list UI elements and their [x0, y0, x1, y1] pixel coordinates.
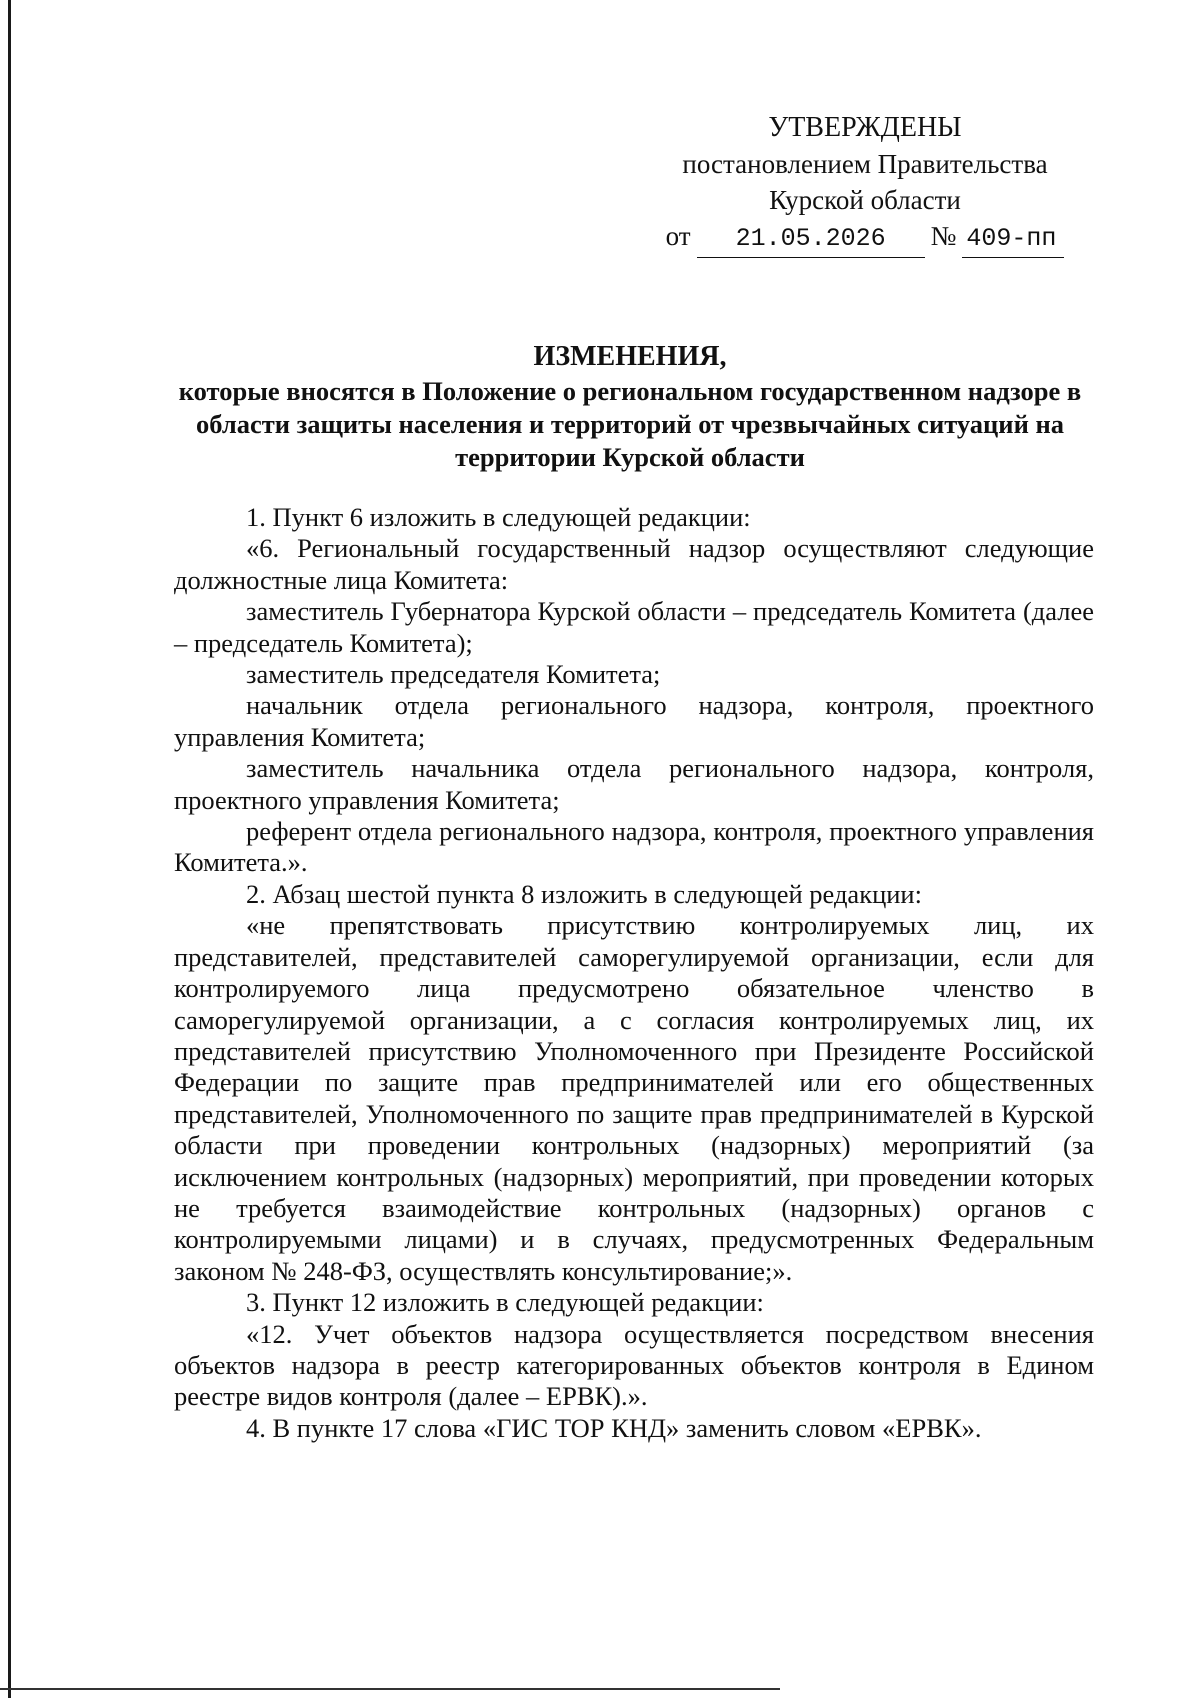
- paragraph: референт отдела регионального надзора, контроля, проектного управления Комитета.».: [174, 816, 1094, 878]
- date-prefix: от: [665, 221, 691, 251]
- paragraph: заместитель Губернатора Курской области – председатель Комитета (далее – председатель Комитета);: [174, 596, 1094, 658]
- approval-line-1: постановлением Правительства: [682, 149, 1048, 179]
- paragraph: заместитель председателя Комитета;: [246, 659, 661, 690]
- paragraph: 3. Пункт 12 изложить в следующей редакции:: [246, 1287, 764, 1318]
- paragraph: 4. В пункте 17 слова «ГИС ТОР КНД» заменить словом «ЕРВК».: [246, 1412, 982, 1443]
- paragraph: заместитель начальника отдела регионального надзора, контроля, проектного управления Комитета;: [174, 753, 1094, 815]
- paragraph: «12. Учет объектов надзора осуществляется посредством внесения объектов надзора в реестр категорированных объектов контроля в Едином реестре видов контроля (далее – ЕРВК).».: [174, 1318, 1094, 1412]
- approval-stamp: УТВЕРЖДЕНЫ: [768, 112, 962, 143]
- approval-line-2: Курской области: [769, 185, 961, 215]
- document-title: [150, 340, 1110, 474]
- paragraph: «не препятствовать присутствию контролируемых лиц, их представителей, представителей саморегулируемой организации, если для контролируемого лица предусмотрено обязательное членство в саморегулируемой организации, а с согласия контролируемых лиц, их представителей присутствию Уполномоченного при Президенте Российской Федерации по защите прав предпринимателей или его общественных представителей, Уполномоченного по защите прав предпринимателей в Курской области при проведении контрольных (надзорных) мероприятий (за исключением контрольных (надзорных) мероприятий, при проведении которых не требуется взаимодействие контрольных (надзорных) органов с контролируемыми лицами) и в случаях, предусмотренных Федеральным законом № 248-ФЗ, осуществлять консультирование;».: [174, 910, 1094, 1286]
- number-prefix: №: [930, 221, 957, 251]
- paragraph: «6. Региональный государственный надзор осуществляют следующие должностные лица Комитета:: [174, 533, 1094, 595]
- title-sub: которые вносятся в Положение о региональном государственном надзоре в области защиты населения и территорий от чрезвычайных ситуаций на территории Курской области: [178, 376, 1082, 472]
- approval-date-line: [640, 218, 1090, 258]
- scan-edge-left: [8, 0, 11, 1698]
- approval-block: [640, 110, 1090, 258]
- document-body: [174, 502, 1094, 1444]
- approval-number: 409-пп: [962, 221, 1064, 258]
- paragraph: начальник отдела регионального надзора, контроля, проектного управления Комитета;: [174, 690, 1094, 752]
- approval-date: 21.05.2026: [697, 221, 925, 258]
- paragraph: 2. Абзац шестой пункта 8 изложить в следующей редакции:: [246, 878, 922, 909]
- scan-edge-bottom: [0, 1688, 780, 1690]
- paragraph: 1. Пункт 6 изложить в следующей редакции:: [246, 502, 751, 532]
- title-main: ИЗМЕНЕНИЯ,: [533, 341, 727, 372]
